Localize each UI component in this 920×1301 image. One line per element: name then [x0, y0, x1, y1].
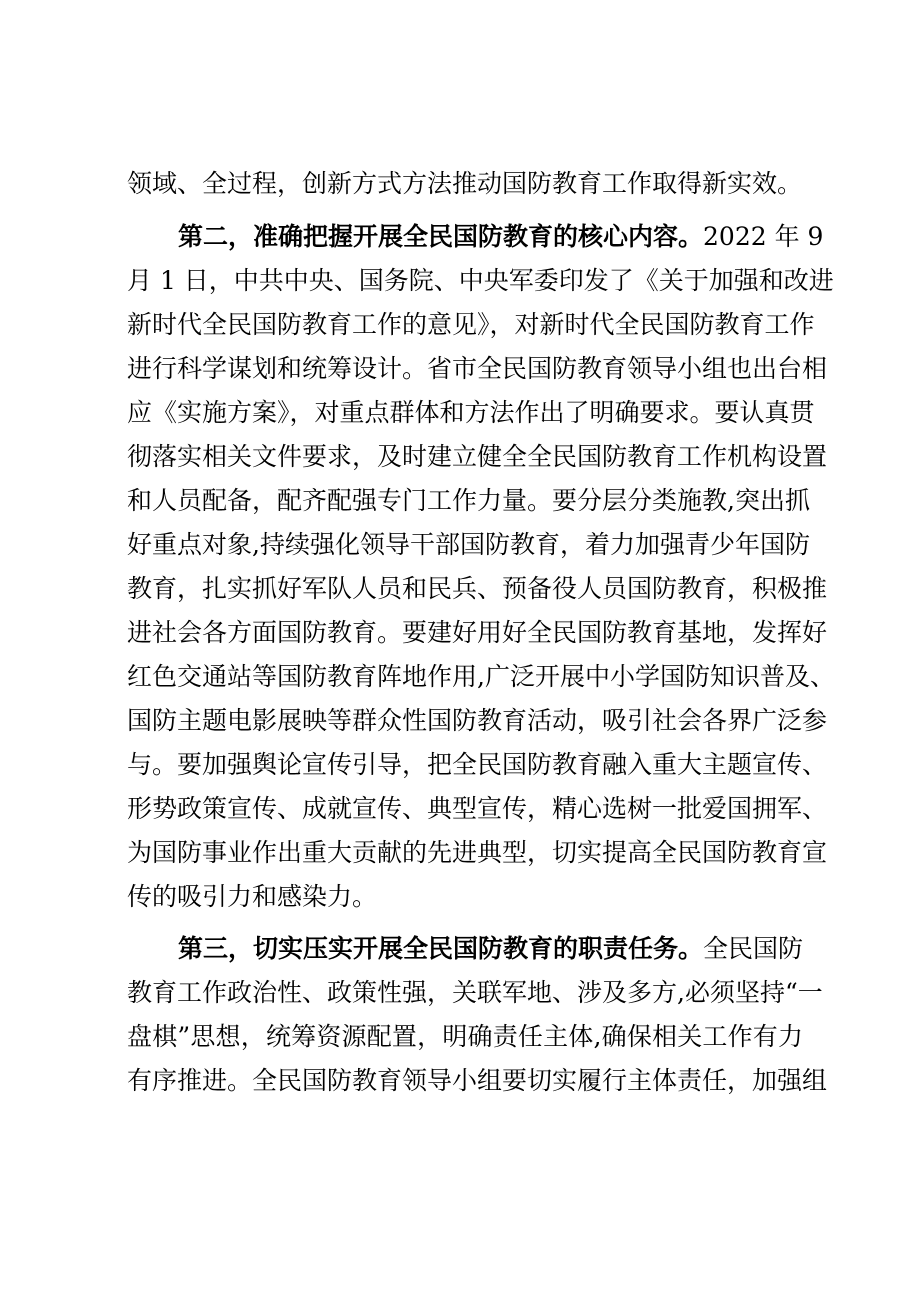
section-heading: 第三，切实压实开展全民国防教育的职责任务。 — [178, 934, 704, 963]
paragraph-line: 国防主题电影展映等群众性国防教育活动，吸引社会各界广泛参 — [127, 706, 828, 735]
paragraph-line: 红色交通站等国防教育阵地作用,广泛开展中小学国防知识普及、 — [127, 662, 835, 691]
paragraph-line: 新时代全民国防教育工作的意见》，对新时代全民国防教育工作 — [127, 310, 815, 339]
paragraph-line: 教育，扎实抓好军队人员和民兵、预备役人员国防教育，积极推 — [127, 574, 828, 603]
paragraph-line: 彻落实相关文件要求，及时建立健全全民国防教育工作机构设置 — [127, 442, 828, 471]
paragraph-first-line — [178, 219, 824, 255]
paragraph-line: 好重点对象,持续强化领导干部国防教育，着力加强青少年国防 — [127, 530, 810, 559]
paragraph-line: 领域、全过程，创新方式方法推动国防教育工作取得新实效。 — [127, 169, 803, 198]
paragraph-text: 2022 年 9 — [703, 222, 824, 251]
paragraph-line: 应《实施方案》，对重点群体和方法作出了明确要求。要认真贯 — [127, 398, 815, 427]
section-heading: 第二，准确把握开展全民国防教育的核心内容。 — [178, 222, 704, 251]
paragraph-line: 月 1 日，中共中央、国务院、中央军委印发了《关于加强和改进 — [127, 266, 834, 295]
paragraph-line: 有序推进。全民国防教育领导小组要切实履行主体责任，加强组 — [127, 1066, 828, 1095]
paragraph-first-line — [178, 931, 803, 967]
paragraph-line: 盘棋”思想，统筹资源配置，明确责任主体,确保相关工作有力 — [127, 1022, 803, 1051]
paragraph-line: 进社会各方面国防教育。要建好用好全民国防教育基地，发挥好 — [127, 618, 828, 647]
paragraph-line: 与。要加强舆论宣传引导，把全民国防教育融入重大主题宣传、 — [127, 750, 828, 779]
paragraph-line: 和人员配备，配齐配强专门工作力量。要分层分类施教,突出抓 — [127, 486, 810, 515]
paragraph-line: 形势政策宣传、成就宣传、典型宣传，精心选树一批爱国拥军、 — [127, 794, 828, 823]
paragraph-line: 为国防事业作出重大贡献的先进典型，切实提高全民国防教育宣 — [127, 838, 828, 867]
paragraph-line: 教育工作政治性、政策性强，关联军地、涉及多方,必须坚持“一 — [127, 978, 823, 1007]
paragraph-line: 传的吸引力和感染力。 — [127, 882, 378, 911]
paragraph-line: 进行科学谋划和统筹设计。省市全民国防教育领导小组也出台相 — [127, 354, 828, 383]
paragraph-text: 全民国防 — [703, 934, 804, 963]
